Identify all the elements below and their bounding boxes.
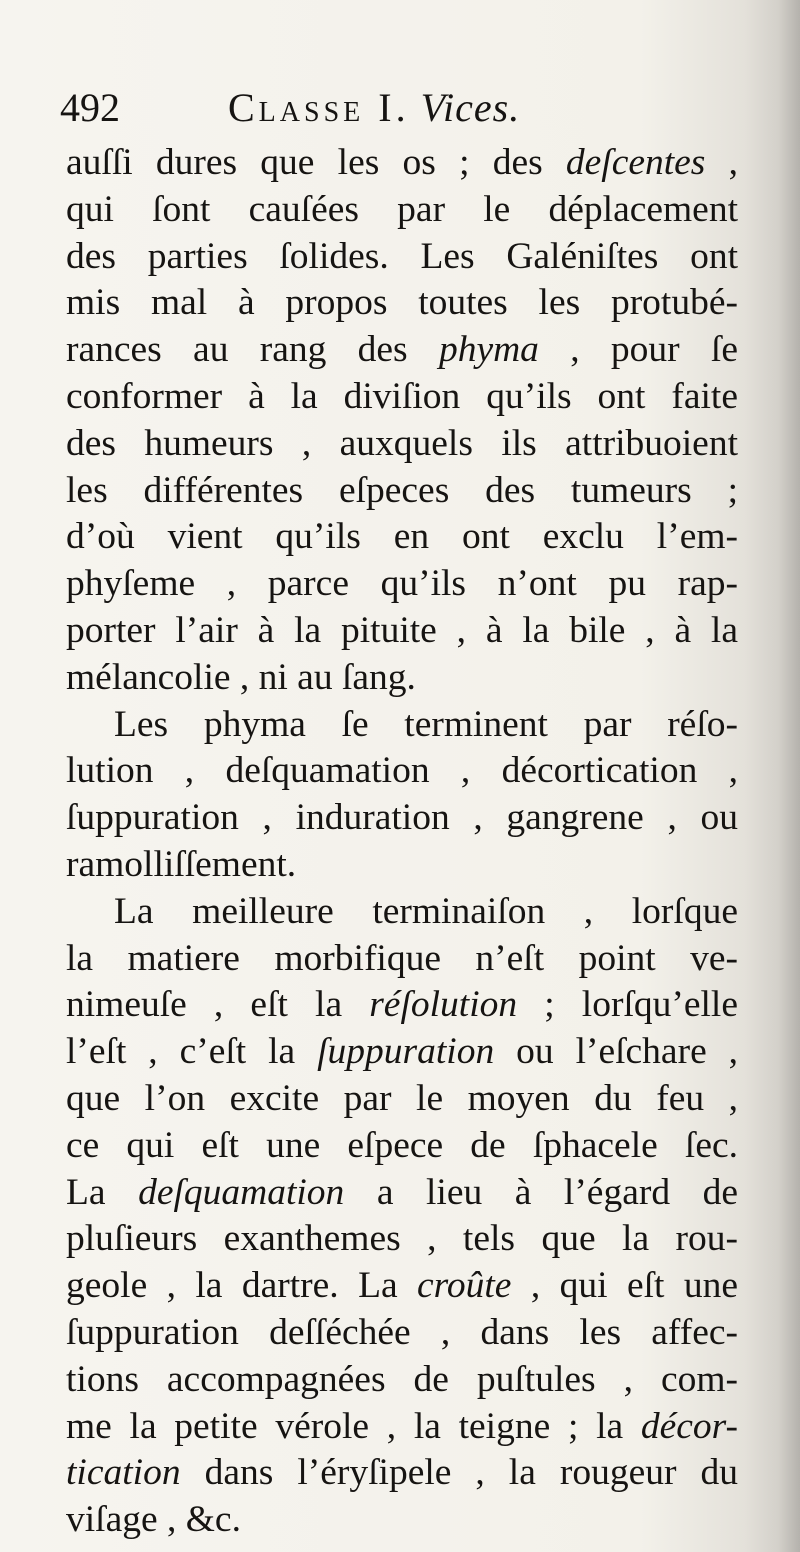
text-line bbox=[66, 1404, 738, 1451]
text-line bbox=[66, 1497, 738, 1544]
text-line bbox=[66, 655, 738, 702]
text-line bbox=[66, 936, 738, 983]
text-line bbox=[66, 1263, 738, 1310]
italic-text: deſcentes bbox=[565, 142, 706, 183]
text-line bbox=[66, 561, 738, 608]
text-segment: Les phyma ſe terminent par réſo- bbox=[114, 703, 738, 745]
text-line bbox=[66, 702, 738, 749]
text-line bbox=[66, 514, 738, 561]
text-segment: a lieu à l’égard de bbox=[344, 1171, 738, 1213]
text-segment: des humeurs , auxquels ils attribuoient bbox=[66, 422, 738, 464]
text-line bbox=[66, 1170, 738, 1217]
italic-text: tication bbox=[66, 1452, 181, 1494]
text-segment: auſſi dures que les os ; des bbox=[66, 142, 566, 183]
text-line bbox=[66, 608, 738, 655]
text-line bbox=[66, 421, 738, 468]
text-segment: pluſieurs exanthemes , tels que la rou- bbox=[66, 1218, 738, 1260]
running-head-classe: Classe I. bbox=[228, 85, 410, 130]
text-segment: conformer à la diviſion qu’ils ont faite bbox=[66, 375, 738, 417]
text-line bbox=[66, 1450, 738, 1497]
running-head bbox=[228, 78, 520, 138]
text-segment: que l’on excite par le moyen du feu , bbox=[66, 1077, 738, 1119]
text-line bbox=[66, 327, 738, 374]
italic-text: décor- bbox=[640, 1405, 738, 1447]
text-line bbox=[66, 140, 738, 187]
text-segment: la matiere morbifique n’eſt point ve- bbox=[66, 937, 738, 979]
text-line bbox=[66, 748, 738, 795]
text-segment: phyſeme , parce qu’ils n’ont pu rap- bbox=[66, 563, 738, 605]
text-segment: nimeuſe , eſt la bbox=[66, 984, 370, 1026]
italic-text: deſquamation bbox=[138, 1171, 345, 1213]
text-line bbox=[66, 1357, 738, 1404]
text-segment: La meilleure terminaiſon , lorſque bbox=[114, 890, 738, 932]
text-segment: porter l’air à la pituite , à la bile , à la bbox=[66, 609, 738, 651]
text-line bbox=[66, 795, 738, 842]
text-segment: geole , la dartre. La bbox=[66, 1265, 418, 1307]
text-segment: ; lorſqu’elle bbox=[517, 984, 738, 1026]
text-segment: , qui eſt une bbox=[511, 1265, 738, 1307]
running-head-vices: Vices. bbox=[420, 85, 521, 130]
italic-text: ſuppuration bbox=[317, 1031, 495, 1073]
text-segment: viſage , &c. bbox=[66, 1499, 241, 1541]
text-segment: La bbox=[66, 1171, 139, 1213]
text-segment: ou l’eſchare , bbox=[494, 1031, 738, 1073]
text-segment: ce qui eſt une eſpece de ſphacele ſec. bbox=[66, 1124, 738, 1166]
text-segment: mis mal à propos toutes les protubé- bbox=[66, 282, 738, 324]
text-segment: qui ſont cauſées par le déplacement bbox=[66, 188, 738, 230]
text-segment: d’où vient qu’ils en ont exclu l’em- bbox=[66, 516, 738, 558]
italic-text: croûte bbox=[417, 1265, 512, 1307]
text-segment: , pour ſe bbox=[538, 329, 738, 371]
text-line bbox=[66, 1310, 738, 1357]
italic-text: réſolution bbox=[369, 984, 518, 1026]
text-line bbox=[66, 842, 738, 889]
text-line bbox=[66, 1076, 738, 1123]
text-line bbox=[66, 468, 738, 515]
text-segment: des parties ſolides. Les Galéniſtes ont bbox=[66, 235, 738, 277]
text-segment: tions accompagnées de puſtules , com- bbox=[66, 1358, 738, 1400]
text-line bbox=[66, 234, 738, 281]
text-segment: , bbox=[705, 142, 738, 183]
italic-text: phyma bbox=[438, 329, 539, 371]
text-segment: ſuppuration deſſéchée , dans les affec- bbox=[66, 1311, 738, 1353]
text-line bbox=[66, 1029, 738, 1076]
text-segment: ſuppuration , induration , gangrene , ou bbox=[66, 797, 738, 839]
text-line bbox=[66, 1123, 738, 1170]
text-segment: me la petite vérole , la teigne ; la bbox=[66, 1405, 641, 1447]
text-segment: dans l’éryſipele , la rougeur du bbox=[180, 1452, 738, 1494]
page-number: 492 bbox=[60, 85, 120, 130]
page-gutter-shadow bbox=[778, 0, 800, 1552]
text-segment: ramolliſſement. bbox=[66, 843, 297, 885]
text-body bbox=[66, 140, 738, 1544]
text-segment: l’eſt , c’eſt la bbox=[66, 1031, 318, 1073]
text-line bbox=[66, 982, 738, 1029]
text-segment: mélancolie , ni au ſang. bbox=[66, 656, 416, 698]
text-segment: rances au rang des bbox=[66, 329, 439, 371]
text-line bbox=[66, 187, 738, 234]
text-line bbox=[66, 280, 738, 327]
page-header bbox=[60, 78, 720, 138]
text-segment: les différentes eſpeces des tumeurs ; bbox=[66, 469, 738, 511]
text-line bbox=[66, 1216, 738, 1263]
text-line bbox=[66, 374, 738, 421]
text-segment: lution , deſquamation , décortication , bbox=[66, 750, 738, 792]
text-line bbox=[66, 889, 738, 936]
